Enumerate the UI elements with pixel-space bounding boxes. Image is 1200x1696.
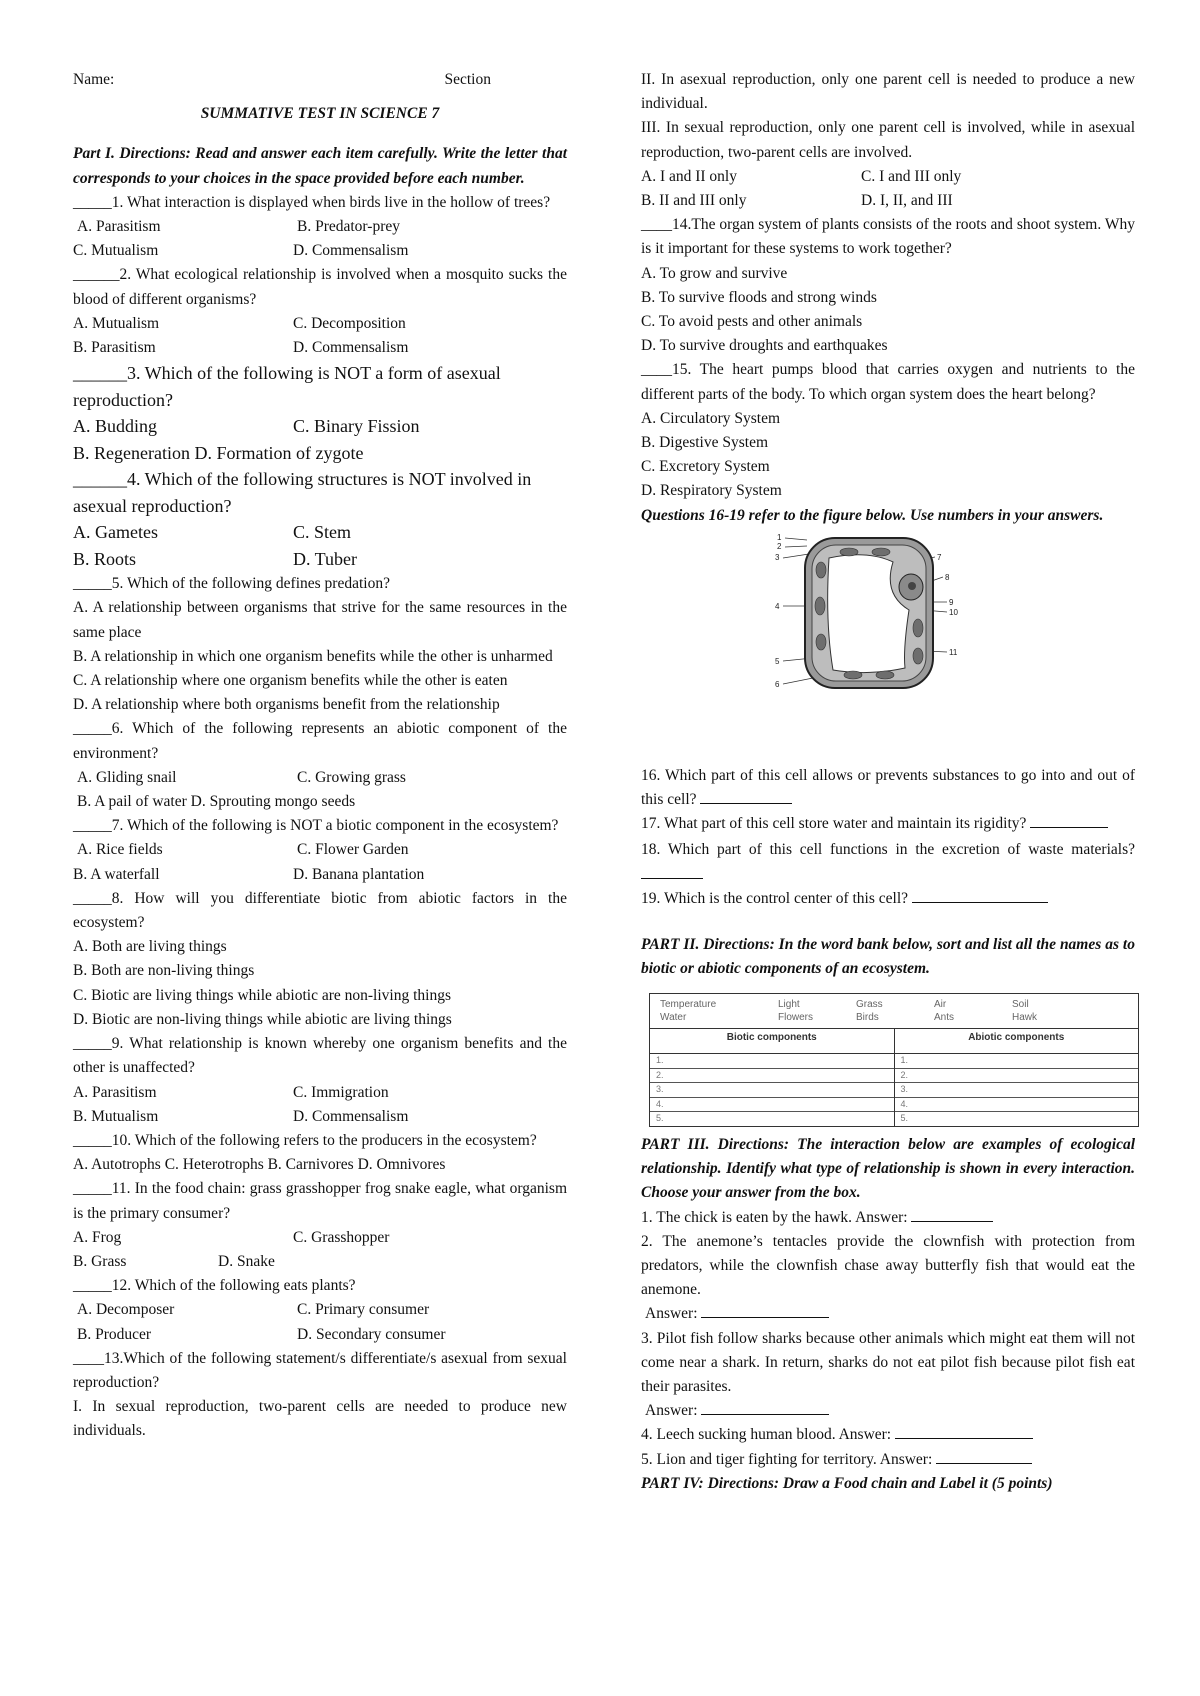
biotic-column <box>650 1029 895 1126</box>
q2-option-c: C. Decomposition <box>293 314 406 332</box>
interaction-4 <box>641 1423 1135 1447</box>
abiotic-row-4[interactable]: 4. <box>895 1098 1139 1113</box>
q6-option-a: A. Gliding snail <box>77 768 177 786</box>
word-birds: Birds <box>856 1012 879 1024</box>
word-air: Air <box>934 999 947 1011</box>
section-label: Section <box>444 71 491 88</box>
word-bank <box>650 994 1138 1029</box>
q7-option-c: C. Flower Garden <box>297 841 409 859</box>
q12-options-row2 <box>73 1323 567 1347</box>
q19-answer-blank[interactable] <box>912 902 1048 903</box>
word-soil: Soil <box>1012 999 1029 1011</box>
q8-option-b: B. Both are non-living things <box>73 962 255 980</box>
interaction-3-answer <box>641 1399 1135 1423</box>
q3-options-row2: B. Regeneration D. Formation of zygote <box>73 442 364 463</box>
abiotic-column <box>895 1029 1139 1126</box>
q11-options-row2 <box>73 1250 567 1274</box>
q6-option-c: C. Growing grass <box>297 768 406 786</box>
header-row <box>73 68 567 92</box>
interaction-2-answer-label: Answer: <box>645 1305 698 1323</box>
q11-option-a: A. Frog <box>73 1228 122 1246</box>
q8-option-c: C. Biotic are living things while abiotic are non-living things <box>73 986 451 1004</box>
q4-option-b: B. Roots <box>73 548 137 569</box>
q11-option-c: C. Grasshopper <box>293 1228 390 1246</box>
q15-option-a: A. Circulatory System <box>641 409 781 427</box>
q5-option-d: D. A relationship where both organisms benefit from the relationship <box>73 696 500 714</box>
interaction-4-text: 4. Leech sucking human blood. Answer: <box>641 1426 892 1444</box>
q14-option-b: B. To survive floods and strong winds <box>641 288 877 306</box>
q18-label: 18. Which part of this cell functions in the excretion of waste materials? <box>641 841 1135 859</box>
q7-text: _____7. Which of the following is NOT a biotic component in the ecosystem? <box>73 817 559 835</box>
biotic-header: Biotic components <box>650 1029 894 1054</box>
q12-option-c: C. Primary consumer <box>297 1301 430 1319</box>
q18-text <box>641 838 1135 886</box>
plant-cell-figure <box>641 532 1135 764</box>
interaction-3-answer-label: Answer: <box>645 1402 698 1420</box>
q2-options-row2 <box>73 336 567 360</box>
word-flowers: Flowers <box>778 1012 814 1024</box>
part3-directions: PART III. Directions: The interaction below are examples of ecological relationship. Identify what type of relationship is shown in every interaction. Choose your answer from the box. <box>641 1135 1135 1202</box>
q2-option-a: A. Mutualism <box>73 314 160 332</box>
word-grass: Grass <box>856 999 883 1011</box>
q13-option-c: C. I and III only <box>861 167 962 185</box>
interaction-2-text: 2. The anemone’s tentacles provide the clownfish with protection from predators, while the clownfish chase away butterfly fish that would eat the anemone. <box>641 1232 1135 1299</box>
interaction-3-text: 3. Pilot fish follow sharks because other animals which might eat them will not come near a shark. In return, sharks do not eat pilot fish because pilot fish eat their parasites. <box>641 1329 1135 1396</box>
q6-text: _____6. Which of the following represents an abiotic component of the environment? <box>73 720 567 762</box>
interaction-3-answer-blank[interactable] <box>701 1414 829 1415</box>
q15-option-c: C. Excretory System <box>641 458 770 476</box>
label-5: 5 <box>775 656 780 666</box>
q15-text: ____15. The heart pumps blood that carries oxygen and nutrients to the different parts of the body. To which organ system does the heart belong? <box>641 361 1135 403</box>
q2-option-b: B. Parasitism <box>73 339 156 357</box>
q1-text: _____1. What interaction is displayed when birds live in the hollow of trees? <box>73 193 551 211</box>
q18-answer-blank[interactable] <box>641 878 703 879</box>
word-bank-table <box>649 993 1139 1127</box>
q13-option-b: B. II and III only <box>641 192 747 210</box>
q15-option-d: D. Respiratory System <box>641 482 782 500</box>
biotic-row-3[interactable]: 3. <box>650 1083 894 1098</box>
q13-statement-3: III. In sexual reproduction, only one parent cell is involved, while in asexual reproduction, two-parent cells are involved. <box>641 119 1135 161</box>
biotic-row-5[interactable]: 5. <box>656 1113 664 1124</box>
label-8: 8 <box>945 572 950 582</box>
q1-options-row2 <box>73 239 567 263</box>
q9-option-c: C. Immigration <box>293 1083 389 1101</box>
q19-text <box>641 887 1135 911</box>
q17-text <box>641 812 1135 836</box>
q1-options-row1 <box>73 215 567 239</box>
label-4: 4 <box>775 601 780 611</box>
q9-options-row1 <box>73 1081 567 1105</box>
q13-option-d: D. I, II, and III <box>861 192 953 210</box>
label-2: 2 <box>777 541 782 551</box>
interaction-1-text: 1. The chick is eaten by the hawk. Answer: <box>641 1208 908 1226</box>
q13-options-row2 <box>641 189 1135 213</box>
q4-option-d: D. Tuber <box>293 548 358 569</box>
q4-text: ______4. Which of the following structures is NOT involved in asexual reproduction? <box>73 469 532 516</box>
part1-directions: Part I. Directions: Read and answer each item carefully. Write the letter that corresponds to your choices in the space provided before each number. <box>73 145 567 187</box>
q4-options-row1 <box>73 519 567 546</box>
word-light: Light <box>778 999 800 1011</box>
q7-option-b: B. A waterfall <box>73 865 160 883</box>
q5-text: _____5. Which of the following defines predation? <box>73 575 390 593</box>
q13-option-a: A. I and II only <box>641 167 737 185</box>
q8-option-a: A. Both are living things <box>73 938 227 956</box>
q3-option-c: C. Binary Fission <box>293 416 420 437</box>
q13-statement-2: II. In asexual reproduction, only one parent cell is needed to produce a new individual. <box>641 71 1135 113</box>
q11-text: _____11. In the food chain: grass grasshopper frog snake eagle, what organism is the primary consumer? <box>73 1180 567 1222</box>
plant-cell-diagram <box>773 532 993 707</box>
word-ants: Ants <box>934 1012 955 1024</box>
abiotic-row-1[interactable]: 1. <box>895 1054 1139 1069</box>
test-title: SUMMATIVE TEST IN SCIENCE 7 <box>200 105 440 123</box>
q9-option-b: B. Mutualism <box>73 1107 159 1125</box>
label-1: 1 <box>777 532 782 542</box>
interaction-5-answer-blank[interactable] <box>936 1463 1032 1464</box>
q12-option-d: D. Secondary consumer <box>297 1325 446 1343</box>
q1-option-b: B. Predator-prey <box>297 218 400 236</box>
interaction-5 <box>641 1448 1135 1472</box>
abiotic-row-2[interactable]: 2. <box>895 1069 1139 1084</box>
q2-options-row1 <box>73 312 567 336</box>
q9-text: _____9. What relationship is known whereby one organism benefits and the other is unaffected? <box>73 1035 567 1077</box>
q12-options-row1 <box>73 1298 567 1322</box>
q16-label: 16. Which part of this cell allows or prevents substances to go into and out of this cell? <box>641 766 1135 809</box>
label-11: 11 <box>949 647 958 657</box>
label-9: 9 <box>949 597 954 607</box>
q14-text: ____14.The organ system of plants consists of the roots and shoot system. Why is it important for these systems to work together? <box>641 216 1135 258</box>
q11-options-row1 <box>73 1226 567 1250</box>
q10-options: A. Autotrophs C. Heterotrophs B. Carnivores D. Omnivores <box>73 1156 446 1174</box>
q12-text: _____12. Which of the following eats plants? <box>73 1277 356 1295</box>
interaction-1 <box>641 1206 1135 1230</box>
q9-option-d: D. Commensalism <box>293 1107 409 1125</box>
q2-option-d: D. Commensalism <box>293 339 409 357</box>
q17-answer-blank[interactable] <box>1030 827 1108 828</box>
q12-option-a: A. Decomposer <box>77 1301 175 1319</box>
q4-option-c: C. Stem <box>293 522 352 543</box>
q9-options-row2 <box>73 1105 567 1129</box>
interaction-1-answer-blank[interactable] <box>911 1221 993 1222</box>
left-column <box>73 68 567 1444</box>
label-7: 7 <box>937 552 942 562</box>
q6-options-row1 <box>73 766 567 790</box>
q7-options-row2 <box>73 863 567 887</box>
q17-label: 17. What part of this cell store water and maintain its rigidity? <box>641 815 1027 833</box>
q16-text <box>641 764 1135 812</box>
abiotic-row-3[interactable]: 3. <box>895 1083 1139 1098</box>
q13-text: ____13.Which of the following statement/s differentiate/s asexual from sexual reproduction? <box>73 1349 567 1391</box>
q15-option-b: B. Digestive System <box>641 434 769 452</box>
biotic-row-4[interactable]: 4. <box>650 1098 894 1113</box>
q5-option-c: C. A relationship where one organism benefits while the other is eaten <box>73 672 508 690</box>
q7-options-row1 <box>73 838 567 862</box>
components-columns <box>650 1029 1138 1126</box>
interaction-2-answer-blank[interactable] <box>701 1317 829 1318</box>
name-label: Name: <box>73 71 115 88</box>
interaction-5-text: 5. Lion and tiger fighting for territory. Answer: <box>641 1450 933 1468</box>
word-water: Water <box>660 1012 687 1024</box>
q3-options-row1 <box>73 413 567 440</box>
q2-text: ______2. What ecological relationship is involved when a mosquito sucks the blood of different organisms? <box>73 266 567 308</box>
q14-option-c: C. To avoid pests and other animals <box>641 313 863 331</box>
q8-text: _____8. How will you differentiate biotic from abiotic factors in the ecosystem? <box>73 889 567 932</box>
q3-text: ______3. Which of the following is NOT a form of asexual reproduction? <box>73 363 501 410</box>
q7-option-a: A. Rice fields <box>77 841 163 859</box>
label-3: 3 <box>775 552 780 562</box>
q6-options-row2: B. A pail of water D. Sprouting mongo seeds <box>77 793 356 811</box>
q8-option-d: D. Biotic are non-living things while abiotic are living things <box>73 1010 452 1028</box>
q19-label: 19. Which is the control center of this cell? <box>641 889 909 907</box>
q5-option-a: A. A relationship between organisms that strive for the same resources in the same place <box>73 599 567 641</box>
part2-directions: PART II. Directions: In the word bank below, sort and list all the names as to biotic or abiotic components of an ecosystem. <box>641 936 1135 978</box>
part4-directions: PART IV: Directions: Draw a Food chain and Label it (5 points) <box>641 1474 1053 1492</box>
q16-answer-blank[interactable] <box>700 803 792 804</box>
biotic-row-1[interactable]: 1. <box>650 1054 894 1069</box>
interaction-2-answer <box>641 1302 1135 1326</box>
abiotic-header: Abiotic components <box>895 1029 1139 1054</box>
label-10: 10 <box>949 607 958 617</box>
q13-options-row1 <box>641 165 1135 189</box>
q1-option-a: A. Parasitism <box>77 218 161 236</box>
q10-text: _____10. Which of the following refers to the producers in the ecosystem? <box>73 1131 537 1149</box>
right-column <box>641 68 1135 1496</box>
q14-option-a: A. To grow and survive <box>641 264 788 282</box>
label-6: 6 <box>775 679 780 689</box>
q4-options-row2 <box>73 546 567 573</box>
abiotic-row-5[interactable]: 5. <box>900 1113 909 1124</box>
biotic-row-2[interactable]: 2. <box>650 1069 894 1084</box>
q1-option-d: D. Commensalism <box>293 242 409 260</box>
q3-option-a: A. Budding <box>73 416 158 437</box>
q11-option-d: D. Snake <box>218 1252 275 1270</box>
word-hawk: Hawk <box>1012 1012 1038 1024</box>
q5-option-b: B. A relationship in which one organism benefits while the other is unharmed <box>73 647 553 665</box>
figure-directions: Questions 16-19 refer to the figure below. Use numbers in your answers. <box>641 506 1104 524</box>
word-temperature: Temperature <box>660 999 717 1011</box>
q9-option-a: A. Parasitism <box>73 1083 157 1101</box>
q4-option-a: A. Gametes <box>73 522 158 543</box>
q11-option-b: B. Grass <box>73 1252 127 1270</box>
q1-option-c: C. Mutualism <box>73 242 159 260</box>
q13-statement-1: I. In sexual reproduction, two-parent cells are needed to produce new individuals. <box>73 1398 567 1440</box>
q7-option-d: D. Banana plantation <box>293 865 425 883</box>
interaction-4-answer-blank[interactable] <box>895 1438 1033 1439</box>
q14-option-d: D. To survive droughts and earthquakes <box>641 337 888 355</box>
q12-option-b: B. Producer <box>77 1325 152 1343</box>
